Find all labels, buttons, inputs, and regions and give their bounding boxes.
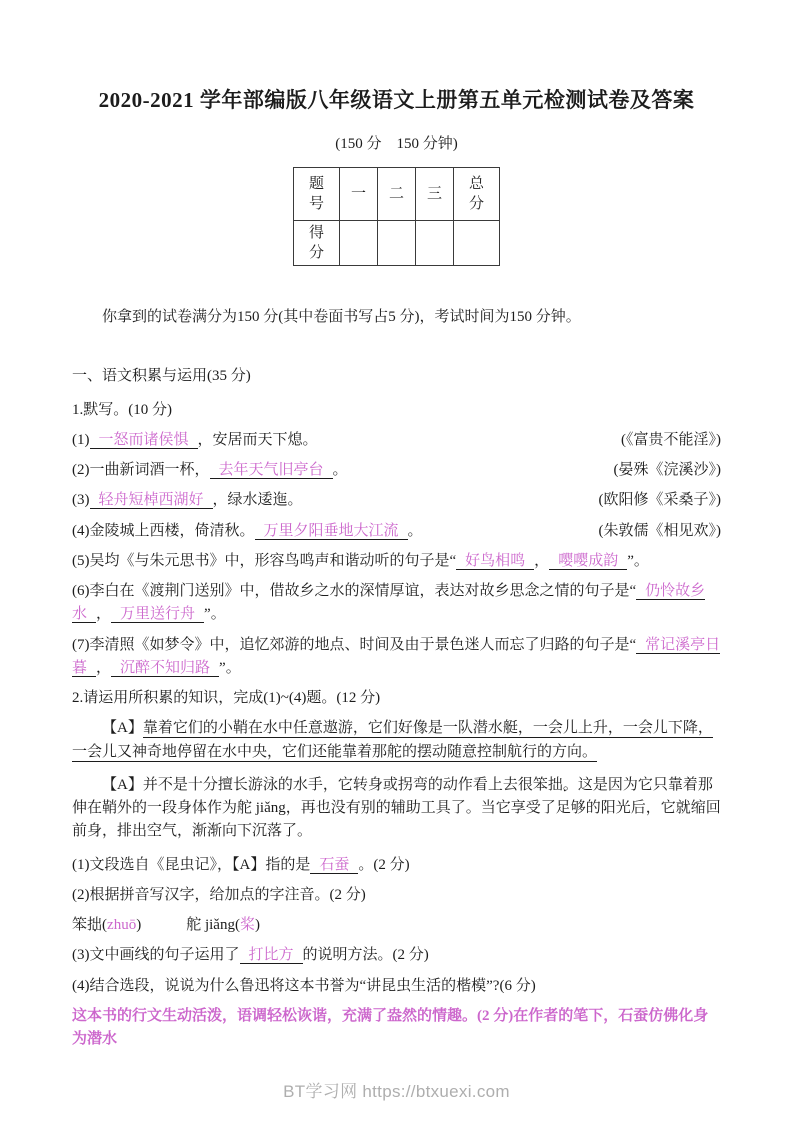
score-cell-label: 得分 — [294, 221, 340, 266]
line-text — [72, 975, 721, 998]
q1-stem — [72, 399, 721, 422]
text-segment: ， — [534, 552, 550, 569]
score-cell: 三 — [416, 168, 454, 221]
q2-item-4 — [72, 975, 721, 998]
score-cell-label: 总分 — [454, 168, 500, 221]
answer-line-text: 这本书的行文生动活泼，语调轻松诙谐，充满了盎然的情趣。(2 分)在作者的笔下，石蚕仿佛化身为潜水 — [72, 1007, 709, 1047]
underlined-passage: 靠着它们的小鞘在水中任意遨游，它们好像是一队潜水艇，一会儿上升，一会儿下降，一会儿又神奇地停留在水中央，它们还能靠着那舵的摆动随意控制航行的方向。 — [72, 720, 713, 760]
q1-item-7 — [72, 634, 721, 681]
source-attribution: (欧阳修《采桑子》) — [598, 492, 721, 509]
score-cell-empty — [454, 221, 500, 266]
score-cell-empty — [340, 221, 378, 266]
answer-blank: 万里夕阳垂地大江流 — [255, 523, 408, 540]
text-segment: 。 — [332, 462, 348, 478]
text-segment: (3) — [72, 492, 90, 509]
text-segment: 【A】并不是十分擅长游泳的水手，它转身或拐弯的动作看上去很笨 — [102, 776, 548, 793]
score-cell-empty — [378, 221, 416, 266]
text-segment: (2)根据拼音写汉字，给加点的字注音。(2 分) — [72, 886, 366, 903]
answer-blank: 轻舟短棹西湖好 — [90, 492, 213, 509]
q1-item-6 — [72, 580, 721, 627]
q2-passage-a2 — [72, 774, 721, 844]
answer-blank: 常记溪亭日暮 — [72, 636, 721, 676]
q1-item-5 — [72, 550, 721, 573]
text-segment: (1) — [72, 431, 90, 448]
exam-intro-note: 你拿到的试卷满分为150 分(其中卷面书写占5 分)，考试时间为150 分钟。 — [102, 309, 581, 325]
score-table — [293, 167, 500, 266]
text-segment: (6)李白在《渡荆门送别》中，借故乡之水的深情厚谊，表达对故乡思念之情的句子是“ — [72, 583, 637, 599]
answer-blank: 去年天气旧亭台 — [210, 462, 333, 479]
text-segment: 【A】 — [102, 720, 143, 737]
text-segment: ， — [96, 606, 112, 623]
text-segment: ) — [254, 917, 260, 933]
answer-blank: 嘤嘤成韵 — [549, 553, 627, 570]
page-subtitle: (150 分 150 分钟) — [335, 136, 458, 152]
watermark-footer: BT学习网 https://btxuexi.com — [283, 1082, 510, 1101]
text-segment: ， — [96, 659, 112, 676]
q1-item-4 — [72, 520, 721, 543]
text-segment: 2.请运用所积累的知识，完成(1)~(4)题。(12 分) — [72, 690, 381, 706]
q2-pinyin-line — [72, 914, 721, 937]
line-text — [72, 520, 591, 543]
q2-item-2 — [72, 884, 721, 907]
line-text — [72, 365, 721, 388]
score-table-header-row — [294, 168, 500, 221]
line-text — [72, 884, 721, 907]
text-segment: 1.默写。(10 分) — [72, 401, 172, 418]
text-segment: 笨 — [72, 917, 88, 933]
text-segment: ，安居而天下熄。 — [197, 431, 318, 448]
score-table-score-row — [294, 221, 500, 266]
answer-blank: 打比方 — [240, 947, 303, 964]
text-segment: ”。 — [204, 606, 226, 623]
line-text — [72, 550, 721, 573]
answer-blank: 仍怜故乡水 — [72, 583, 706, 623]
text-segment: (1)文段选自《昆虫记》，【A】指的是 — [72, 856, 311, 873]
q2-item-3 — [72, 944, 721, 967]
source-attribution: (朱敦儒《相见欢》) — [598, 522, 721, 539]
text-segment: (5)吴均《与朱元思书》中，形容鸟鸣声和谐动听的句子是“ — [72, 552, 457, 569]
line-text — [72, 944, 721, 967]
text-segment: 。(2 分) — [358, 856, 410, 873]
dotted-char: 拙 — [87, 917, 103, 933]
dotted-char: 拙 — [547, 776, 563, 793]
line-text — [72, 399, 721, 422]
q2-item-1 — [72, 854, 721, 877]
line-text — [72, 914, 721, 937]
text-segment: ) — [136, 917, 142, 933]
line-text — [72, 687, 721, 710]
source-attribution: (《富贵不能淫》) — [621, 431, 721, 448]
score-cell-label: 题号 — [294, 168, 340, 221]
q2-stem — [72, 687, 721, 710]
score-cell: 一 — [340, 168, 378, 221]
text-segment: 。 — [407, 522, 423, 539]
text-segment: (2)一曲新词酒一杯， — [72, 462, 210, 478]
line-text — [72, 854, 721, 877]
question-content — [72, 365, 721, 1051]
text-segment — [141, 917, 186, 933]
line-text — [72, 429, 613, 452]
line-text — [72, 717, 721, 764]
page-title: 2020-2021 学年部编版八年级语文上册第五单元检测试卷及答案 — [98, 88, 695, 112]
score-cell: 二 — [378, 168, 416, 221]
text-segment: 舵 jiǎng( — [186, 917, 240, 933]
answer-text: zhuō — [107, 917, 137, 933]
q1-item-3 — [72, 489, 721, 512]
section-heading-1 — [72, 365, 721, 388]
answer-blank: 石蚕 — [310, 857, 358, 874]
score-cell-empty — [416, 221, 454, 266]
line-text — [72, 459, 606, 482]
text-segment: (3)文中画线的句子运用了 — [72, 947, 240, 964]
text-segment: 。这是因为它只靠着那伸在鞘外的一段身体作为舵 jiǎng，再也没有别的辅助工具了。当它享受了足够的阳光后，它就缩回前身，排出空气，渐渐向下沉落了。 — [72, 776, 721, 840]
q2-answer-preview — [72, 1005, 721, 1052]
line-text — [72, 634, 721, 681]
source-attribution: (晏殊《浣溪沙》) — [613, 462, 721, 478]
text-segment: ”。 — [219, 659, 241, 676]
text-segment: ，绿水逶迤。 — [212, 492, 303, 509]
text-segment: (4)结合选段，说说为什么鲁迅将这本书誉为“讲昆虫生活的楷模”?(6 分) — [72, 977, 536, 994]
text-segment: ”。 — [627, 552, 649, 569]
answer-blank: 万里送行舟 — [111, 606, 204, 623]
text-segment: 一、语文积累与运用(35 分) — [72, 368, 251, 385]
text-segment: 的说明方法。(2 分) — [302, 947, 429, 964]
text-segment: ( — [102, 917, 108, 933]
text-segment: (7)李清照《如梦令》中，追忆郊游的地点、时间及由于景色迷人而忘了归路的句子是“ — [72, 636, 637, 653]
q1-item-1 — [72, 429, 721, 452]
line-text — [72, 580, 721, 627]
line-text — [72, 774, 721, 844]
q2-passage-a1 — [72, 717, 721, 764]
q1-item-2 — [72, 459, 721, 482]
answer-text: 桨 — [239, 917, 255, 933]
answer-blank: 沉醉不知归路 — [111, 660, 219, 677]
answer-blank: 一怒而诸侯惧 — [90, 432, 198, 449]
text-segment: (4)金陵城上西楼，倚清秋。 — [72, 522, 255, 539]
answer-blank: 好鸟相鸣 — [456, 553, 534, 570]
line-text — [72, 489, 591, 512]
line-text — [72, 1005, 721, 1052]
